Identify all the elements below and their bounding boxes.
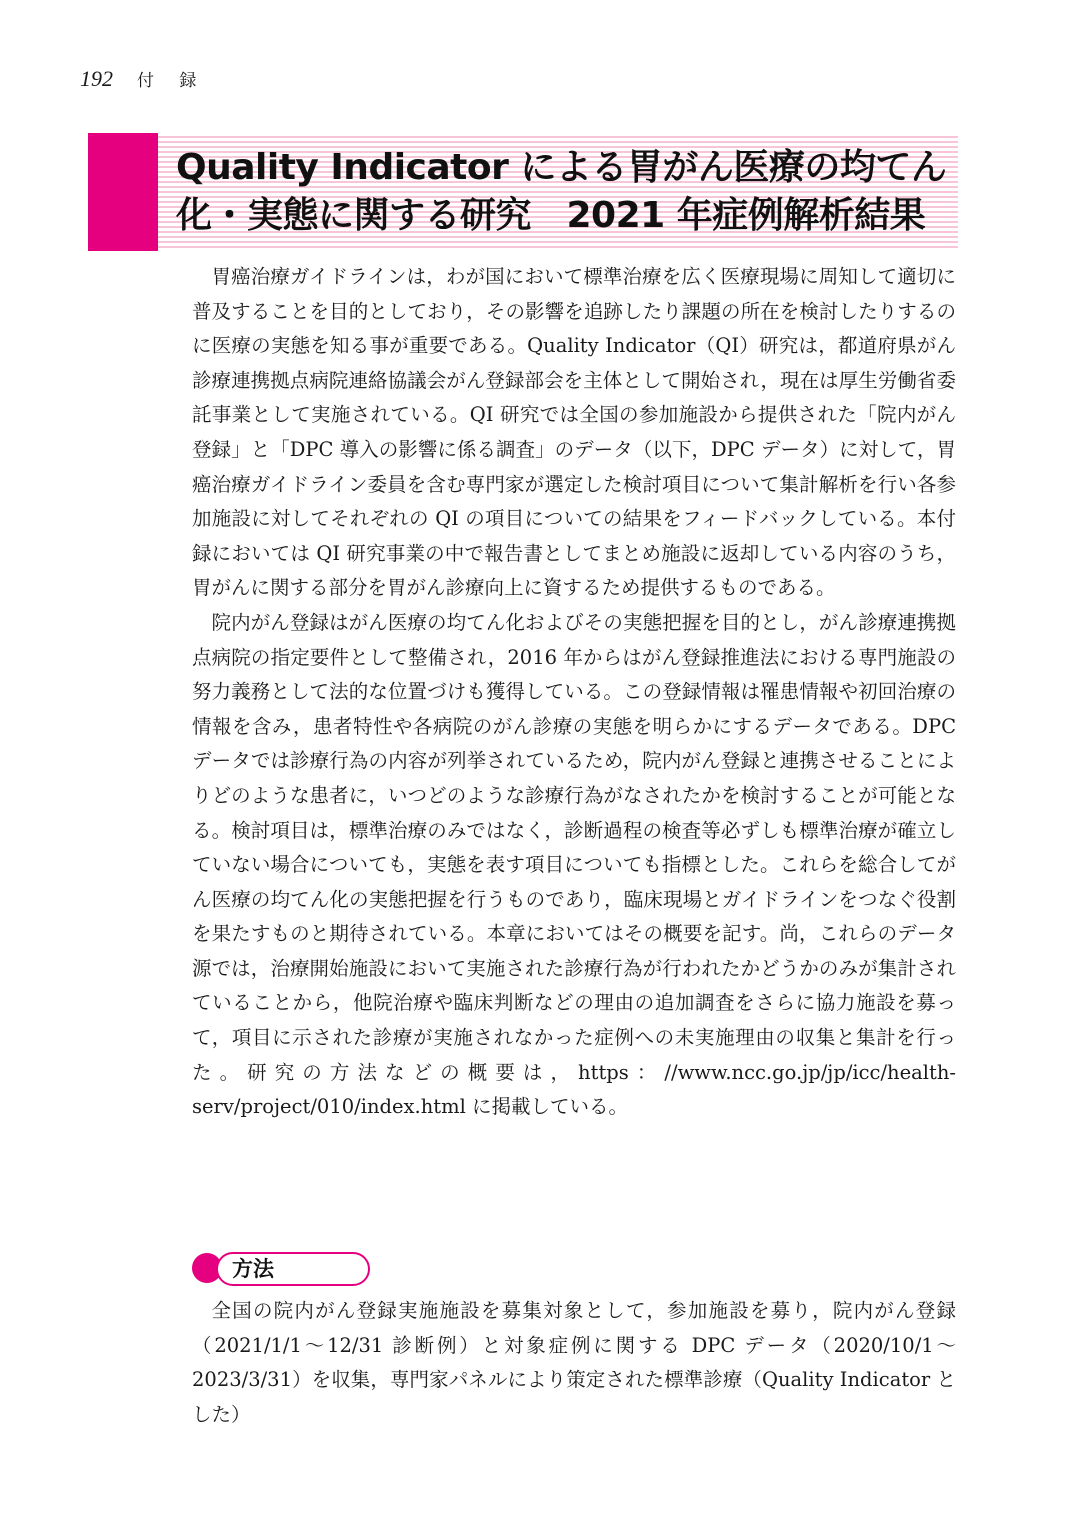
page-title-line-1: Quality Indicator による胃がん医療の均てん — [176, 147, 947, 188]
paragraph-registry: 院内がん登録はがん医療の均てん化およびその実態把握を目的とし，がん診療連携拠点病院の指定要件として整備され，2016 年からはがん登録推進法における専門施設の努力義務として法的な位置づけも獲得している。この登録情報は罹患情報や初回治療の情報を含み，患者特性や各病院のがん診療の実態を明らかにするデータである。DPC データでは診療行為の内容が列挙されているため，院内がん登録と連携させることによりどのような患者に，いつどのような診療行為がなされたかを検討することが可能となる。検討項目は，標準治療のみではなく，診断過程の検査等必ずしも標準治療が確立していない場合についても，実態を表す項目についても指標とした。これらを総合してがん医療の均てん化の実態把握を行うものであり，臨床現場とガイドラインをつなぐ役割を果たすものと期待されている。本章においてはその概要を記す。尚，これらのデータ源では，治療開始施設において実施された診療行為が行われたかどうかのみが集計されていることから，他院治療や臨床判断などの理由の追加調査をさらに協力施設を募って，項目に示された診療が実施されなかった症例への未実施理由の収集と集計を行った。研究の方法などの概要は，https：//www.ncc.go.jp/jp/icc/health-serv/project/010/index.html に掲載している。 — [192, 610, 956, 1119]
heading-pill — [216, 1252, 370, 1286]
section-heading-label: 方法 — [232, 1257, 274, 1281]
methods-text — [192, 1294, 956, 1432]
body-text — [192, 260, 956, 1125]
paragraph-methods: 全国の院内がん登録実施施設を募集対象として，参加施設を募り，院内がん登録（2021/1/1〜12/31 診断例）と対象症例に関する DPC データ（2020/10/1〜2023/3/31）を収集，専門家パネルにより策定された標準診療（Quality Indicator とした） — [192, 1299, 956, 1426]
running-head — [80, 66, 206, 92]
page-title-line-2: 化・実態に関する研究 2021 年症例解析結果 — [176, 195, 926, 236]
section-heading — [192, 1250, 372, 1286]
paragraph-intro: 胃癌治療ガイドラインは，わが国において標準治療を広く医療現場に周知して適切に普及することを目的としており，その影響を追跡したり課題の所在を検討したりするのに医療の実態を知る事が重要である。Quality Indicator（QI）研究は，都道府県がん診療連携拠点病院連絡協議会がん登録部会を主体として開始され，現在は厚生労働省委託事業として実施されている。QI 研究では全国の参加施設から提供された「院内がん登録」と「DPC 導入の影響に係る調査」のデータ（以下，DPC データ）に対して，胃癌治療ガイドライン委員を含む専門家が選定した検討項目について集計解析を行い各参加施設に対してそれぞれの QI の項目についての結果をフィードバックしている。本付録においては QI 研究事業の中で報告書としてまとめ施設に返却している内容のうち，胃がんに関する部分を胃がん診療向上に資するため提供するものである。 — [192, 265, 956, 600]
page-number: 192 — [80, 66, 113, 91]
running-head-section: 付 録 — [137, 71, 207, 91]
page-title — [176, 144, 956, 240]
title-accent-block — [88, 133, 158, 251]
